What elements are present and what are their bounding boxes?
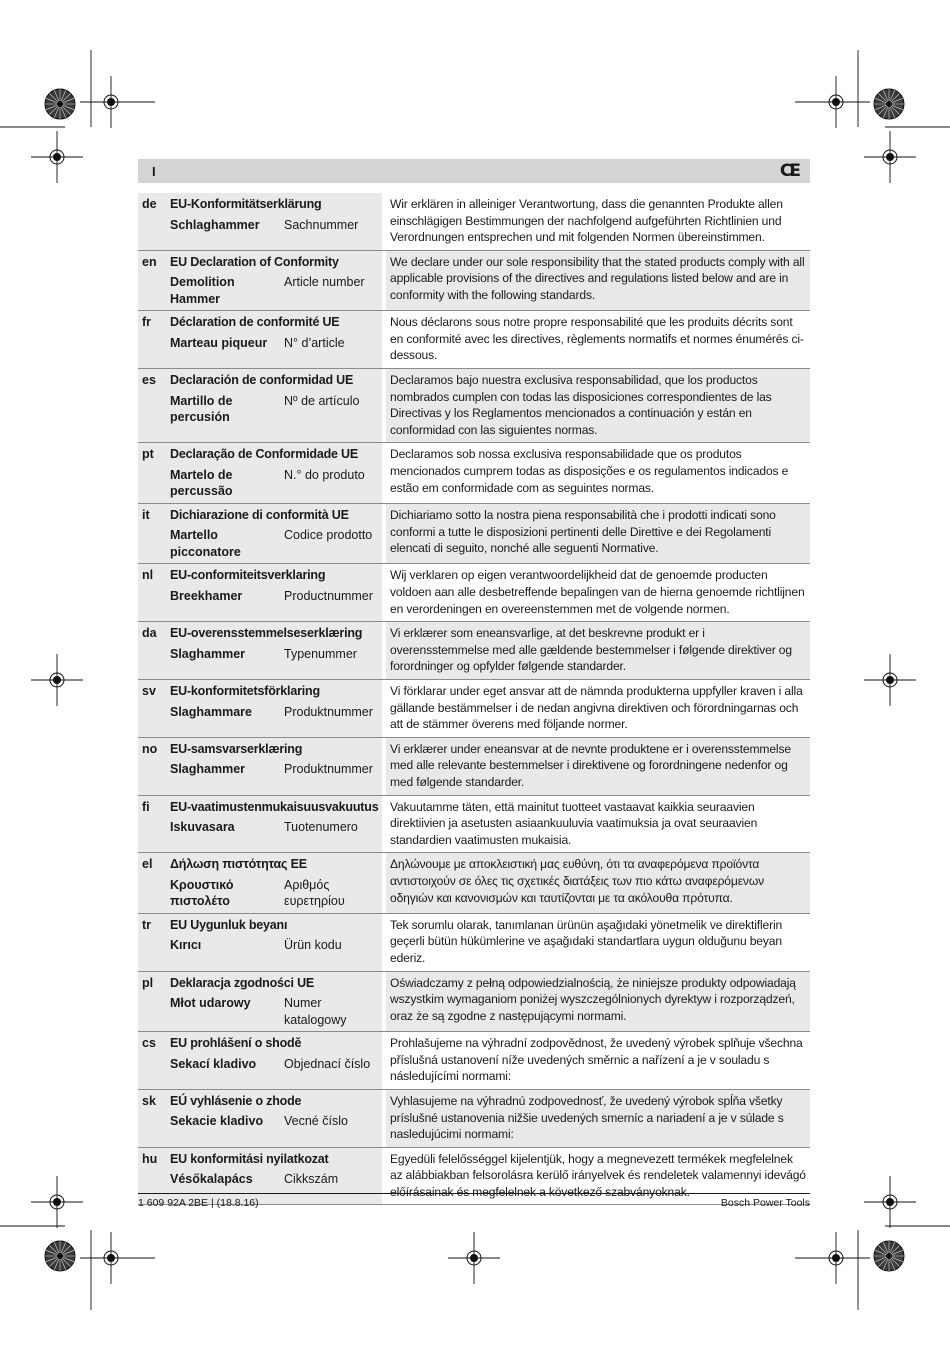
footer-rule	[138, 1193, 810, 1194]
declaration-row	[138, 504, 810, 565]
product-name: Slaghammare	[170, 704, 252, 719]
language-code: hu	[138, 1148, 166, 1205]
declaration-row	[138, 972, 810, 1033]
product-info	[170, 217, 378, 234]
declaration-title: EU Declaration of Conformity	[170, 254, 339, 269]
product-name: Sekací kladivo	[170, 1056, 257, 1071]
product-info	[170, 761, 378, 778]
declaration-heading-cell	[166, 680, 382, 737]
product-info	[170, 393, 378, 426]
declaration-heading-cell	[166, 796, 382, 853]
declaration-title: EU Uygunluk beyanı	[170, 917, 288, 932]
product-info	[170, 704, 378, 721]
article-number-label: Codice prodotto	[284, 528, 373, 543]
declaration-text: Vyhlasujeme na výhradnú zodpovednosť, že uvedený výrobok spĺňa všetky príslušné ustanovenia nižšie uvedených smerníc a nariadení a je v súlade s nasledujúcimi normami:	[386, 1090, 810, 1147]
declaration-heading-cell	[166, 1090, 382, 1147]
declaration-text: Vakuutamme täten, että mainitut tuotteet vastaavat kaikkia seuraavien direktiivien ja asetusten asiaankuuluvia vaatimuksia ja ovat seuraavien standardien vaatimusten mukaisia.	[386, 796, 810, 853]
article-number-label: Vecné číslo	[284, 1114, 348, 1129]
declaration-title: Déclaration de conformité UE	[170, 315, 340, 330]
declaration-text: Nous déclarons sous notre propre responsabilité que les produits décrits sont en conformité avec les directives, règlements normatifs et normes énumérés ci-dessous.	[386, 311, 810, 368]
declaration-heading-cell	[166, 251, 382, 311]
declaration-heading-cell	[166, 193, 382, 250]
language-code: de	[138, 193, 166, 250]
article-number-label: Objednací číslo	[284, 1056, 371, 1071]
declaration-title: EU-overensstemmelseserklæring	[170, 626, 363, 641]
product-name: Martillo de percusión	[170, 393, 233, 425]
declaration-row	[138, 251, 810, 312]
declaration-row	[138, 680, 810, 738]
article-number-label: Productnummer	[284, 588, 373, 603]
declaration-heading-cell	[166, 504, 382, 564]
article-number-label: Typenummer	[284, 646, 357, 661]
declaration-row	[138, 443, 810, 504]
declaration-row	[138, 369, 810, 443]
declaration-heading-cell	[166, 972, 382, 1032]
product-info	[170, 1113, 378, 1130]
language-code: it	[138, 504, 166, 564]
product-info	[170, 937, 378, 954]
declaration-text: Prohlašujeme na výhradní zodpovědnost, že uvedený výrobek splňuje všechna příslušná ustanovení níže uvedených směrnic a nařízení a je v souladu s následujícími normami:	[386, 1032, 810, 1089]
language-code: fi	[138, 796, 166, 853]
section-header-bar	[138, 159, 810, 183]
declaration-text: Egyedüli felelősséggel kijelentjük, hogy a megnevezett termékek megfelelnek az alábbiakban felsorolásra kerülő irányelvek és rendeletek valamennyi idevágó előírásainak és megfelelnek a következő szabványoknak.	[386, 1148, 810, 1205]
product-info	[170, 819, 378, 836]
declaration-row	[138, 914, 810, 972]
declaration-text: Vi erklærer som eneansvarlige, at det beskrevne produkt er i overensstemmelse med alle gældende bestemmelser i følgende direktiver og forordninger og opfylder følgende standarder.	[386, 622, 810, 679]
article-number-label: N° d’article	[284, 335, 345, 350]
declaration-row	[138, 311, 810, 369]
declaration-row	[138, 564, 810, 622]
declaration-row	[138, 1032, 810, 1090]
article-number-label: N.° do produto	[284, 467, 365, 482]
article-number-label: Article number	[284, 275, 365, 290]
brand-name: Bosch Power Tools	[720, 1197, 810, 1209]
declaration-heading-cell	[166, 564, 382, 621]
product-name: Demolition Hammer	[170, 275, 235, 306]
declaration-heading-cell	[166, 738, 382, 795]
article-number-label: Produktnummer	[284, 762, 373, 777]
declaration-heading-cell	[166, 311, 382, 368]
product-name: Slaghammer	[170, 646, 246, 661]
article-number-label: Ürün kodu	[284, 938, 342, 953]
declaration-title: Dichiarazione di conformità UE	[170, 507, 349, 522]
product-info	[170, 274, 378, 307]
declaration-heading-cell	[166, 369, 382, 442]
language-code: tr	[138, 914, 166, 971]
product-info	[170, 588, 378, 605]
product-name: Iskuvasara	[170, 820, 235, 835]
product-info	[170, 646, 378, 663]
declaration-row	[138, 853, 810, 914]
product-name: Martello picconatore	[170, 528, 241, 559]
declaration-title: EÚ vyhlásenie o zhode	[170, 1093, 302, 1108]
article-number-label: Cikkszám	[284, 1172, 339, 1187]
product-name: Martelo de percussão	[170, 467, 233, 499]
language-code: fr	[138, 311, 166, 368]
declaration-text: Vi erklærer under eneansvar at de nevnte produktene er i overensstemmelse med alle relevante bestemmelser i direktivene og forordningene nedenfor og med følgende standarder.	[386, 738, 810, 795]
declaration-title: Declaração de Conformidade UE	[170, 447, 359, 462]
declaration-text: We declare under our sole responsibility that the stated products comply with all applicable provisions of the directives and regulations listed below and are in conformity with the following standards.	[386, 251, 810, 311]
language-code: el	[138, 853, 166, 913]
declaration-text: Declaramos bajo nuestra exclusiva responsabilidad, que los productos nombrados cumplen con todas las disposiciones correspondientes de las Directivas y los Reglamentos mencionados a continuación y están en conformidad con las siguientes normas.	[386, 369, 810, 442]
language-code: en	[138, 251, 166, 311]
declaration-text: Vi förklarar under eget ansvar att de nämnda produkterna uppfyller kraven i alla gällande bestämmelser i de nedan angivna direktiven och förordningarnas och att de stämmer överens med följande normer.	[386, 680, 810, 737]
product-info	[170, 527, 378, 560]
declaration-title: Declaración de conformidad UE	[170, 373, 354, 388]
product-info	[170, 995, 378, 1028]
declaration-heading-cell	[166, 853, 382, 913]
declaration-title: Deklaracja zgodności UE	[170, 975, 315, 990]
article-number-label: Αριθμός ευρετηρίου	[284, 877, 345, 909]
product-info	[170, 877, 378, 910]
product-name: Marteau piqueur	[170, 335, 268, 350]
declaration-title: EU-vaatimustenmukaisuusvakuutus	[170, 799, 379, 814]
declaration-row	[138, 796, 810, 854]
article-number-label: Nº de artículo	[284, 393, 360, 408]
article-number-label: Produktnummer	[284, 704, 373, 719]
language-code: no	[138, 738, 166, 795]
product-info	[170, 467, 378, 500]
declaration-heading-cell	[166, 443, 382, 503]
declaration-table	[138, 193, 810, 1205]
product-info	[170, 1056, 378, 1073]
declaration-row	[138, 622, 810, 680]
declaration-title: EU-conformiteitsverklaring	[170, 568, 326, 583]
product-info	[170, 335, 378, 352]
product-name: Breekhamer	[170, 588, 243, 603]
declaration-title: EU-samsvarserklæring	[170, 741, 303, 756]
declaration-text: Δηλώνουμε με αποκλειστική μας ευθύνη, ότι τα αναφερόμενα προϊόντα αντιστοιχούν σε όλες τις σχετικές διατάξεις των πιο κάτω αναφερόμενων οδηγιών και κανονισμών και ταυτίζονται με τα ακόλουθα πρότυπα.	[386, 853, 810, 913]
language-code: pt	[138, 443, 166, 503]
product-name: Młot udarowy	[170, 996, 251, 1011]
declaration-text: Declaramos sob nossa exclusiva responsabilidade que os produtos mencionados cumprem todas as disposições e os regulamentos indicados e estão em conformidade com as seguintes normas.	[386, 443, 810, 503]
declaration-heading-cell	[166, 914, 382, 971]
document-id: 1 609 92A 2BE | (18.8.16)	[138, 1197, 259, 1209]
product-name: Slaghammer	[170, 762, 246, 777]
declaration-text: Wij verklaren op eigen verantwoordelijkheid dat de genoemde producten voldoen aan alle desbetreffende bepalingen van de hierna genoemde richtlijnen en verordeningen en overeenstemmen met de volgende normen.	[386, 564, 810, 621]
declaration-title: EU-konformitetsförklaring	[170, 684, 320, 698]
article-number-label: Tuotenumero	[284, 820, 358, 835]
product-name: Vésőkalapács	[170, 1172, 253, 1187]
declaration-text: Wir erklären in alleiniger Verantwortung, dass die genannten Produkte allen einschlägigen Bestimmungen der nachfolgend aufgeführten Richtlinien und Verordnungen entsprechen und mit folgenden Normen übereinstimmen.	[386, 193, 810, 250]
product-info	[170, 1171, 378, 1188]
product-name: Kırıcı	[170, 938, 202, 953]
language-code: sk	[138, 1090, 166, 1147]
declaration-title: EU-Konformitätserklärung	[170, 197, 322, 211]
declaration-text: Oświadczamy z pełną odpowiedzialnością, że niniejsze produkty odpowiadają wszystkim wymaganiom poniżej wyszczególnionych dyrektyw i rozporządzeń, oraz że są zgodne z następującymi normami.	[386, 972, 810, 1032]
declaration-heading-cell	[166, 1148, 382, 1205]
declaration-row	[138, 193, 810, 251]
declaration-row	[138, 738, 810, 796]
declaration-title: Δήλωση πιστότητας ΕΕ	[170, 857, 307, 872]
declaration-heading-cell	[166, 1032, 382, 1089]
declaration-row	[138, 1090, 810, 1148]
language-code: da	[138, 622, 166, 679]
section-numeral: I	[152, 163, 156, 179]
language-code: es	[138, 369, 166, 442]
product-name: Schlaghammer	[170, 217, 260, 232]
article-number-label: Sachnummer	[284, 217, 359, 232]
declaration-heading-cell	[166, 622, 382, 679]
declaration-text: Dichiariamo sotto la nostra piena responsabilità che i prodotti indicati sono conformi a tutte le disposizioni pertinenti delle Direttive e dei Regolamenti elencati di seguito, nonché alle seguenti Normative.	[386, 504, 810, 564]
declaration-text: Tek sorumlu olarak, tanımlanan ürünün aşağıdaki yönetmelik ve direktiflerin geçerli bütün hükümlerine ve aşağıdaki standartlara uygun olduğunu beyan ederiz.	[386, 914, 810, 971]
declaration-title: EU prohlášení o shodě	[170, 1036, 302, 1051]
declaration-title: EU konformitási nyilatkozat	[170, 1151, 329, 1166]
language-code: pl	[138, 972, 166, 1032]
article-number-label: Numer katalogowy	[284, 996, 347, 1027]
product-name: Sekacie kladivo	[170, 1114, 264, 1129]
language-code: sv	[138, 680, 166, 737]
ce-mark-icon: CE	[779, 161, 798, 181]
language-code: cs	[138, 1032, 166, 1089]
language-code: nl	[138, 564, 166, 621]
product-name: Κρουστικό πιστολέτο	[170, 877, 234, 909]
